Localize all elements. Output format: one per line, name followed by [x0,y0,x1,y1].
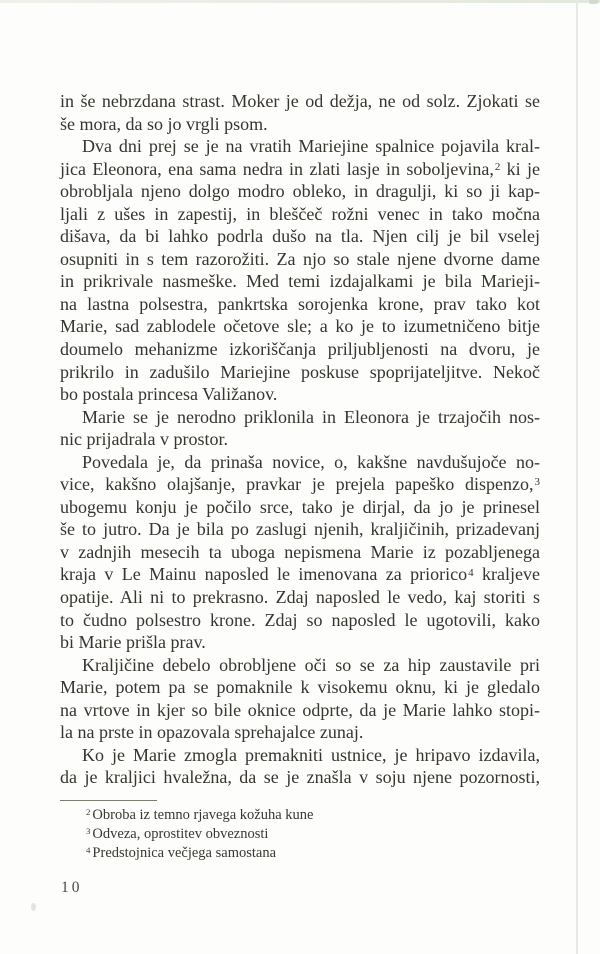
text-line: Marie, sad zablodele očetove sle; a ko je to izumetničeno bitje [60,316,540,337]
text-line: la na prste in opazovala sprehajalce zunaj. [60,722,364,743]
text-line: to čudno polsestro krone. Zdaj so naposled le ugotovili, kako [60,609,540,630]
text-line: prikrilo in zadušilo Mariejine poskuse spoprijateljitve. Nekoč [60,361,540,382]
footnote-text: Obroba iz temno rjavega kožuha kune [92,807,314,823]
text-line: ljali z ušes in zapestij, in bleščeč rožni venec in tako močna [60,203,540,224]
text-line: in še nebrzdana strast. Moker je od dežja, ne od solz. Zjokati se [60,91,540,111]
page-number: 10 [61,879,83,896]
text-line: še mora, da so jo vrgli psom. [60,113,268,134]
footnote-reference: 3 [534,476,540,489]
scan-artifact-line [576,0,578,954]
text-line: Ko je Marie zmogla premakniti ustnice, je hripavo izdavila, [82,744,540,765]
text-line: dišava, da bi lahko podrla dušo na tla. Njen cilj je bil vselej [60,226,540,247]
text-line: doumelo mehanizme izkoriščanja priljubljenosti na dvoru, je [60,339,540,360]
footnote-item [85,844,540,863]
paragraph [60,744,540,789]
text-line: v zadnjih mesecih ta uboga nepismena Marie iz pozabljenega [60,541,540,562]
paragraph [60,135,540,406]
text-line: opatije. Ali ni to prekrasno. Zdaj naposled le vedo, kaj storiti s [60,587,540,608]
text-line: Marie, potem pa se pomaknile k visokemu oknu, ki je gledalo [60,677,540,698]
footnote-block [60,789,540,863]
scan-edge-top [0,0,600,3]
footnotes [60,806,540,863]
text-line: Kraljičine debelo obrobljene oči so se za hip zaustavile pri [82,654,540,675]
body-text [60,90,540,789]
footnote-text: Predstojnica večjega samostana [92,845,277,861]
text-line: Povedala je, da prinaša novice, o, kakšne navdušujoče no- [82,451,540,472]
paragraph [60,654,540,744]
text-line: Dva dni prej se je na vratih Mariejine spalnice pojavila kral- [82,136,540,157]
footnote-marker: 4 [86,845,91,856]
text-line: še to jutro. Da je bila po zaslugi njenih, kraljičinih, prizadevanj [60,519,540,540]
text-line: vice, kakšno olajšanje, pravkar je prejela papeško dispenzo,$^3$ [60,474,540,495]
text-line: obrobljala njeno dolgo modro obleko, in dragulji, ki so ji kap- [60,181,540,202]
paragraph [60,451,540,654]
text-line: kraja v Le Mainu naposled le imenovana za priorico$^4$ kraljeve [60,564,540,585]
text-line: da je kraljici hvaležna, da se je znašla v soju njene pozornosti, [60,767,540,788]
footnote-marker: 3 [86,826,91,837]
footnote-item [85,806,540,825]
footnote-reference: 4 [468,566,474,579]
text-line: osupniti in s tem razorožiti. Za njo so stale njene dvorne dame [60,248,540,269]
text-line: nic prijadrala v prostor. [60,429,228,450]
scan-artifact-bottom-speck [31,903,36,911]
text-line: na lastna polsestra, pankrtska sorojenka krone, prav tako kot [60,293,540,314]
scan-artifact-corner-speck [589,0,598,4]
text-line: na vrtove in kjer so bile oknice odprte, da je Marie lahko stopi- [60,699,540,720]
paragraph [60,406,540,451]
text-line: Marie se je nerodno priklonila in Eleonora je trzajočih nos- [82,406,540,427]
text-line: bi Marie prišla prav. [60,632,206,653]
text-line: bo postala princesa Valižanov. [60,384,278,405]
footnote-separator [60,800,157,801]
text-line: ubogemu konju je počilo srce, tako je dirjal, da jo je prinesel [60,496,540,517]
text-line: jica Eleonora, ena sama nedra in zlati lasje in soboljevina,$^2$ ki je [60,158,541,179]
paragraph [60,90,540,135]
footnote-marker: 2 [86,807,91,818]
footnote-text: Odveza, oprostitev obveznosti [92,826,269,842]
footnote-item [85,825,540,844]
footnote-reference: 2 [494,160,501,173]
text-line: in prikrivale nasmeške. Med temi izdajalkami je bila Marieji- [60,271,540,292]
